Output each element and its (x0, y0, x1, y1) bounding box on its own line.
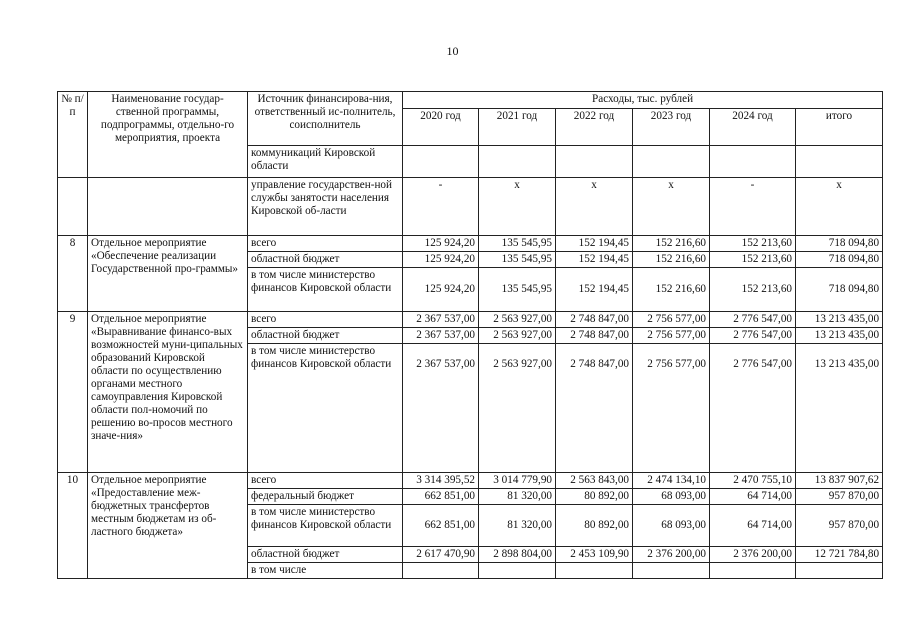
table-cell: 2 453 109,90 (556, 547, 633, 563)
table-cell: 13 837 907,62 (796, 473, 883, 489)
table-cell: 81 320,00 (479, 505, 556, 547)
table-cell: 2 776 547,00 (710, 344, 796, 473)
table-cell: 2 376 200,00 (710, 547, 796, 563)
table-cell: 3 314 395,52 (403, 473, 479, 489)
table-row (58, 236, 883, 252)
table-cell: 152 213,60 (710, 236, 796, 252)
table-cell: 125 924,20 (403, 236, 479, 252)
header-year-2020: 2020 год (403, 109, 479, 146)
table-cell: 2 748 847,00 (556, 344, 633, 473)
table-cell (403, 563, 479, 579)
table-cell: 2 563 927,00 (479, 312, 556, 328)
table-cell: 68 093,00 (633, 505, 710, 547)
table-cell: 152 216,60 (633, 252, 710, 268)
table-cell: x (556, 178, 633, 236)
table-cell: - (403, 178, 479, 236)
table-row (58, 312, 883, 328)
source-cell: в том числе министерство финансов Кировской области (248, 344, 403, 473)
source-cell: в том числе министерство финансов Кировской области (248, 268, 403, 312)
table-cell: 662 851,00 (403, 489, 479, 505)
continuation-source-1: коммуникаций Кировской области (248, 146, 403, 178)
item-number: 10 (58, 473, 88, 579)
source-cell: всего (248, 236, 403, 252)
source-cell: областной бюджет (248, 252, 403, 268)
budget-table (57, 91, 883, 579)
table-cell: 68 093,00 (633, 489, 710, 505)
header-expenses: Расходы, тыс. рублей (403, 92, 883, 109)
header-no: № п/п (58, 92, 88, 178)
table-cell: 2 776 547,00 (710, 312, 796, 328)
table-cell: 2 367 537,00 (403, 344, 479, 473)
table-cell (479, 563, 556, 579)
continuation-source-2: управление государствен-ной службы занятости населения Кировской об-ласти (248, 178, 403, 236)
item-name: Отдельное мероприятие «Предоставление меж-бюджетных трансфертов местным бюджетам из об-ластного бюджета» (88, 473, 248, 579)
table-cell: 64 714,00 (710, 505, 796, 547)
table-cell: 718 094,80 (796, 252, 883, 268)
header-name: Наименование государ-ственной программы, подпрограммы, отдельно-го мероприятия, проекта (88, 92, 248, 178)
table-cell: 957 870,00 (796, 505, 883, 547)
table-cell: 135 545,95 (479, 268, 556, 312)
table-cell: 125 924,20 (403, 252, 479, 268)
table-cell: 2 474 134,10 (633, 473, 710, 489)
table-cell: 718 094,80 (796, 268, 883, 312)
table-cell: - (710, 178, 796, 236)
item-name: Отдельное мероприятие «Выравнивание финансо-вых возможностей муни-ципальных образований Кировской области по осуществлению органами местного самоуправления Кировской области пол-номочий по решению во-просов местного значе-ния» (88, 312, 248, 473)
item-number: 9 (58, 312, 88, 473)
table-cell: 152 216,60 (633, 236, 710, 252)
table-cell: 2 748 847,00 (556, 328, 633, 344)
table-row (58, 473, 883, 489)
table-cell: 662 851,00 (403, 505, 479, 547)
table-cell: 2 756 577,00 (633, 344, 710, 473)
table-cell: 125 924,20 (403, 268, 479, 312)
table-cell: 152 213,60 (710, 252, 796, 268)
table-cell: 13 213 435,00 (796, 344, 883, 473)
source-cell: областной бюджет (248, 547, 403, 563)
source-cell: в том числе министерство финансов Кировской области (248, 505, 403, 547)
table-cell: 2 376 200,00 (633, 547, 710, 563)
page-number: 10 (446, 44, 459, 58)
table-cell: 2 470 755,10 (710, 473, 796, 489)
table-cell: 152 213,60 (710, 268, 796, 312)
table-cell: 13 213 435,00 (796, 328, 883, 344)
table-cell: 135 545,95 (479, 236, 556, 252)
source-cell: в том числе (248, 563, 403, 579)
table-cell: 64 714,00 (710, 489, 796, 505)
header-row-top (58, 92, 883, 109)
header-total: итого (796, 109, 883, 146)
table-cell (633, 563, 710, 579)
table-cell: 135 545,95 (479, 252, 556, 268)
table-cell: 2 898 804,00 (479, 547, 556, 563)
header-year-2024: 2024 год (710, 109, 796, 146)
table-cell: 2 563 843,00 (556, 473, 633, 489)
table-cell: 2 367 537,00 (403, 312, 479, 328)
table-cell: 2 563 927,00 (479, 344, 556, 473)
table-cell (556, 563, 633, 579)
continuation-row-2 (58, 178, 883, 236)
table-cell (710, 563, 796, 579)
table-cell: 2 563 927,00 (479, 328, 556, 344)
source-cell: федеральный бюджет (248, 489, 403, 505)
item-name: Отдельное мероприятие «Обеспечение реализации Государственной про-граммы» (88, 236, 248, 312)
item-number: 8 (58, 236, 88, 312)
header-year-2021: 2021 год (479, 109, 556, 146)
table-cell: 12 721 784,80 (796, 547, 883, 563)
table-cell: 13 213 435,00 (796, 312, 883, 328)
table-cell: 2 776 547,00 (710, 328, 796, 344)
source-cell: всего (248, 312, 403, 328)
table-cell: 718 094,80 (796, 236, 883, 252)
table-cell: 2 756 577,00 (633, 328, 710, 344)
table-cell: x (633, 178, 710, 236)
table-cell: x (479, 178, 556, 236)
table-cell: 2 756 577,00 (633, 312, 710, 328)
table-cell: 2 748 847,00 (556, 312, 633, 328)
table-cell: 152 216,60 (633, 268, 710, 312)
table-cell: x (796, 178, 883, 236)
table-cell: 957 870,00 (796, 489, 883, 505)
table-cell: 2 617 470,90 (403, 547, 479, 563)
table-cell: 80 892,00 (556, 505, 633, 547)
table-cell: 152 194,45 (556, 236, 633, 252)
table-cell (796, 563, 883, 579)
source-cell: всего (248, 473, 403, 489)
table-cell: 81 320,00 (479, 489, 556, 505)
header-year-2022: 2022 год (556, 109, 633, 146)
table-cell: 152 194,45 (556, 268, 633, 312)
header-source: Источник финансирова-ния, ответственный ис-полнитель, соисполнитель (248, 92, 403, 146)
table-cell: 2 367 537,00 (403, 328, 479, 344)
table-cell: 152 194,45 (556, 252, 633, 268)
table-cell: 3 014 779,90 (479, 473, 556, 489)
table-cell: 80 892,00 (556, 489, 633, 505)
source-cell: областной бюджет (248, 328, 403, 344)
header-year-2023: 2023 год (633, 109, 710, 146)
